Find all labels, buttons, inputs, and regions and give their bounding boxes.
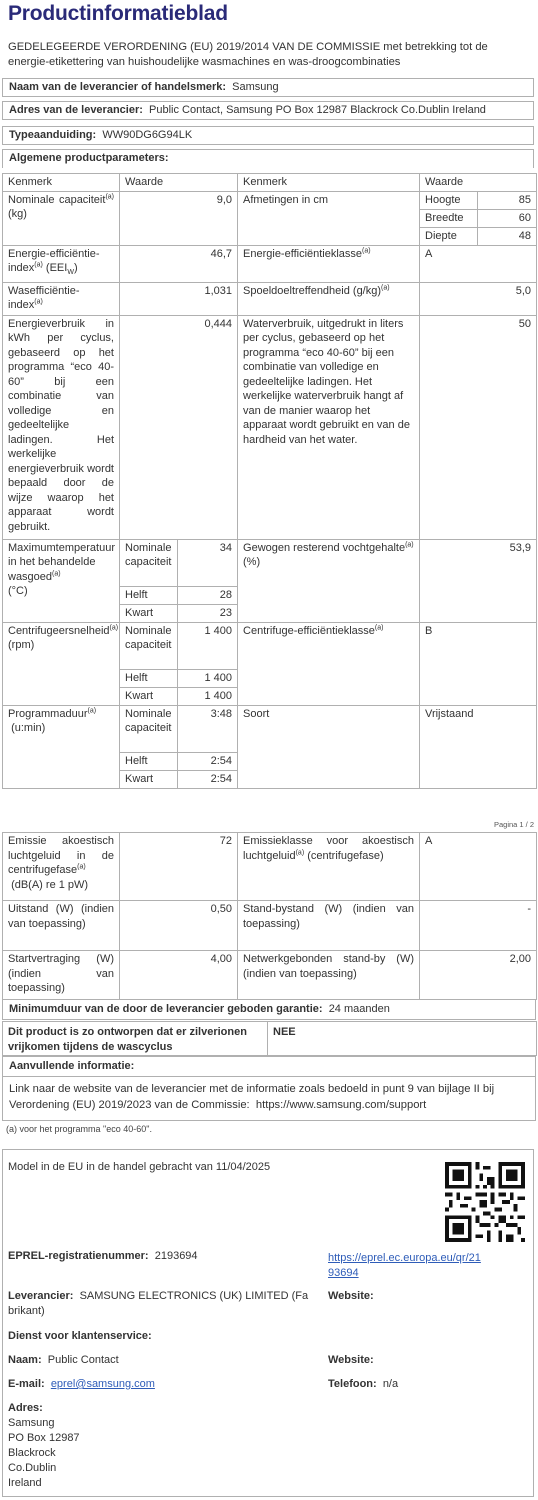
address-line: Ireland xyxy=(8,1477,42,1489)
silver-ions-table xyxy=(2,1021,537,1056)
rinse-cell: Spoeldoeltreffendheid $(g/kg)^{(a)}$ xyxy=(238,282,420,315)
moisture-label: Gewogen resterend vochtgehalte xyxy=(243,541,406,554)
depth-value: 48 xyxy=(478,227,537,245)
wash-value: 1,031 xyxy=(120,282,238,315)
eei-value: 46,7 xyxy=(120,245,238,282)
supplier-name-row xyxy=(2,78,534,97)
type-value: Vrijstaand xyxy=(420,705,537,788)
supplier-name-label: Naam van de leverancier of handelsmerk: xyxy=(9,81,227,93)
eprel-box xyxy=(2,1149,534,1497)
supplier-name-value: Samsung xyxy=(232,81,279,93)
service-website-label: Website: xyxy=(328,1354,374,1366)
regulation-intro: GEDELEGEERDE VERORDENING (EU) 2019/2014 VAN DE COMMISSIE met betrekking tot de energie-etikettering van huishoudelijke wasmachines en was-droogcombinaties xyxy=(8,41,488,68)
eei-label: Energie-efficiëntie-index xyxy=(8,247,100,274)
nominal-label: Nominale capaciteit xyxy=(120,705,178,752)
half-label: Helft xyxy=(120,586,178,604)
extra-info-heading: Aanvullende informatie: xyxy=(2,1056,536,1077)
eei-cell: Energie-efficiëntie-index$^{(a)}$ $(EEI_W)$ xyxy=(3,245,120,282)
phone-value: n/a xyxy=(382,1378,399,1390)
email-row xyxy=(8,1377,155,1392)
duration-half-value: 2:54 xyxy=(178,752,238,770)
noiseclass-cell: Emissieklasse voor akoestisch luchtgeluid$^{(a)}$ (centrifugefase) xyxy=(238,833,420,901)
width-label: Breedte xyxy=(420,209,478,227)
spinclass-value: B xyxy=(420,622,537,705)
quarter-label: Kwart xyxy=(120,687,178,705)
temp-unit: (°C) xyxy=(8,585,28,598)
placed-on-market: Model in de EU in de handel gebracht van 11/04/2025 xyxy=(8,1161,271,1173)
model-row xyxy=(2,126,534,145)
address-line: PO Box 12987 xyxy=(8,1432,80,1444)
model-label: Typeaanduiding: xyxy=(9,129,97,141)
eprel-reg-value: 2193694 xyxy=(154,1250,198,1262)
silver-label: Dit product is zo ontworpen dat er zilverionen vrijkomen tijdens de wascyclus xyxy=(3,1022,268,1056)
col-kenmerk-header: Kenmerk xyxy=(3,174,120,192)
eclass-label: Energie-efficiëntieklasse xyxy=(243,247,363,260)
quarter-label: Kwart xyxy=(120,604,178,622)
page-title: Productinformatieblad xyxy=(8,2,228,25)
warranty-value: 24 maanden xyxy=(328,1003,390,1015)
contact-name-value: Public Contact xyxy=(47,1354,119,1366)
water-label: Waterverbruik, uitgedrukt in liters per cyclus, gebaseerd op het programma “eco 40-60” bij een combinatie van volledige en gedeeltelijke ladingen. Het werkelijke waterverbruik hangt af van de manier waarop het apparaat wordt gebruikt en van de hardheid van het water. xyxy=(238,315,420,539)
spin-cell: Centrifugeersnelheid$^{(a)}$ (rpm) xyxy=(3,622,120,705)
capacity-cell: Nominale capaciteit$^{(a)}$ (kg) xyxy=(3,191,120,245)
phone-row xyxy=(328,1377,398,1392)
noiseclass-label: Emissieklasse voor akoestisch luchtgeluid xyxy=(243,835,414,862)
standby-label: Stand-bystand (W) (indien van toepassing) xyxy=(238,901,420,951)
energy-label: Energieverbruik in kWh per cyclus, gebaseerd op het programma “eco 40-60” bij een combinatie van volledige en gedeeltelijke ladingen. Het werkelijke energieverbruik wordt bepaald door de wijze waarop het apparaat wordt gebruikt. xyxy=(3,315,120,539)
manufacturer-value: SAMSUNG ELECTRONICS (UK) LIMITED (Fa xyxy=(79,1290,309,1302)
eprel-url-link[interactable]: https://eprel.ec.europa.eu/qr/21 93694 xyxy=(328,1252,481,1279)
spin-nominal-value: 1 400 xyxy=(178,622,238,669)
nominal-label: Nominale capaciteit xyxy=(120,622,178,669)
network-standby-value: 2,00 xyxy=(420,951,537,1000)
half-label: Helft xyxy=(120,752,178,770)
duration-nominal-value: 3:48 xyxy=(178,705,238,752)
rinse-value: 5,0 xyxy=(420,282,537,315)
temp-label: Maximumtemperatuur in het behandelde wasgoed xyxy=(8,541,115,583)
depth-label: Diepte xyxy=(420,227,478,245)
extra-info-box xyxy=(2,1077,536,1121)
email-link[interactable]: eprel@samsung.com xyxy=(50,1378,155,1390)
spinclass-label: Centrifuge-efficiëntieklasse xyxy=(243,624,375,637)
address-block xyxy=(8,1401,80,1491)
contact-name-row xyxy=(8,1353,119,1368)
delay-value: 4,00 xyxy=(120,951,238,1000)
manufacturer-row: Leverancier: SAMSUNG ELECTRONICS (UK) LIMITED (Fa brikant) xyxy=(8,1290,309,1317)
address-line: Blackrock xyxy=(8,1447,56,1459)
contact-name-label: Naam: xyxy=(8,1354,42,1366)
capacity-unit: (kg) xyxy=(8,208,27,220)
address-line: Samsung xyxy=(8,1417,55,1429)
col-waarde-header: Waarde xyxy=(120,174,238,192)
dimensions-label: Afmetingen in cm xyxy=(238,191,420,245)
general-params-heading: Algemene productparameters: xyxy=(2,149,534,168)
moisture-value: 53,9 xyxy=(420,539,537,622)
quarter-label: Kwart xyxy=(120,770,178,788)
qr-code-icon[interactable] xyxy=(445,1162,525,1242)
page-number: Pagina 1 / 2 xyxy=(493,820,534,829)
type-label: Soort xyxy=(238,705,420,788)
delay-label: Startvertraging (W) (indien van toepassing) xyxy=(3,951,120,1000)
spin-label: Centrifugeersnelheid xyxy=(8,624,110,637)
supplier-address-label: Adres van de leverancier: xyxy=(9,104,143,116)
temp-half-value: 28 xyxy=(178,586,238,604)
model-value: WW90DG6G94LK xyxy=(102,129,193,141)
noise-value: 72 xyxy=(120,833,238,901)
moisture-cell: Gewogen resterend vochtgehalte$^{(a)}$ (%) xyxy=(238,539,420,622)
address-line: Co.Dublin xyxy=(8,1462,57,1474)
supplier-address-row xyxy=(2,101,534,120)
duration-label: Programmaduur xyxy=(8,707,88,720)
spinclass-cell: Centrifuge-efficiëntieklasse$^{(a)}$ xyxy=(238,622,420,705)
off-value: 0,50 xyxy=(120,901,238,951)
standby-value: - xyxy=(420,901,537,951)
width-value: 60 xyxy=(478,209,537,227)
website-label: Website: xyxy=(328,1290,374,1302)
water-value: 50 xyxy=(420,315,537,539)
warranty-label: Minimumduur van de door de leverancier geboden garantie: xyxy=(9,1003,323,1015)
phone-label: Telefoon: xyxy=(328,1378,377,1390)
wash-cell: Wasefficiëntie-index$^{(a)}$ xyxy=(3,282,120,315)
duration-cell: Programmaduur$^{(a)}$ (u:min) xyxy=(3,705,120,788)
eprel-reg-label: EPREL-registratienummer: xyxy=(8,1250,149,1262)
extra-info-text: Link naar de website van de leverancier met de informatie zoals bedoeld in punt 9 van bijlage II bij Verordening (EU) 2019/2023 van de Commissie: xyxy=(9,1083,495,1111)
silver-value: NEE xyxy=(268,1022,537,1056)
noiseclass-value: A xyxy=(420,833,537,901)
supplier-support-url[interactable]: https://www.samsung.com/support xyxy=(255,1099,427,1111)
eclass-cell: Energie-efficiëntieklasse$^{(a)}$ xyxy=(238,245,420,282)
col-waarde-header: Waarde xyxy=(420,174,537,192)
temp-cell: Maximumtemperatuur in het behandelde wasgoed$^{(a)}$ (°C) xyxy=(3,539,120,622)
footnote: (a) voor het programma "eco 40-60". xyxy=(6,1124,152,1134)
eclass-value: A xyxy=(420,245,537,282)
spin-quarter-value: 1 400 xyxy=(178,687,238,705)
warranty-row xyxy=(2,999,536,1020)
duration-quarter-value: 2:54 xyxy=(178,770,238,788)
supplier-address-value: Public Contact, Samsung PO Box 12987 Blackrock Co.Dublin Ireland xyxy=(149,104,486,116)
half-label: Helft xyxy=(120,669,178,687)
wash-label: Wasefficiëntie-index xyxy=(8,284,80,312)
capacity-label: Nominale capaciteit xyxy=(8,193,106,206)
spin-half-value: 1 400 xyxy=(178,669,238,687)
height-label: Hoogte xyxy=(420,191,478,209)
off-label: Uitstand (W) (indien van toepassing) xyxy=(3,901,120,951)
temp-nominal-value: 34 xyxy=(178,539,238,586)
noise-cell: Emissie akoestisch luchtgeluid in de centrifugefase$^{(a)}$ (dB(A) re 1 pW) xyxy=(3,833,120,901)
energy-value: 0,444 xyxy=(120,315,238,539)
col-kenmerk-header: Kenmerk xyxy=(238,174,420,192)
manufacturer-label: Leverancier: xyxy=(8,1290,74,1302)
noise-label: Emissie akoestisch luchtgeluid in de centrifugefase xyxy=(8,835,114,876)
nominal-label: Nominale capaciteit xyxy=(120,539,178,586)
address-label: Adres: xyxy=(8,1402,43,1414)
network-standby-label: Netwerkgebonden stand-by (W) (indien van toepassing) xyxy=(238,951,420,1000)
capacity-value: 9,0 xyxy=(120,191,238,245)
email-label: E-mail: xyxy=(8,1378,45,1390)
temp-quarter-value: 23 xyxy=(178,604,238,622)
customer-service-heading: Dienst voor klantenservice: xyxy=(8,1330,152,1342)
rinse-label: Spoeldoeltreffendheid (g/kg) xyxy=(243,284,382,297)
params-table-continued xyxy=(2,832,537,1000)
params-table xyxy=(2,173,537,789)
eprel-registration-row xyxy=(8,1249,198,1264)
height-value: 85 xyxy=(478,191,537,209)
